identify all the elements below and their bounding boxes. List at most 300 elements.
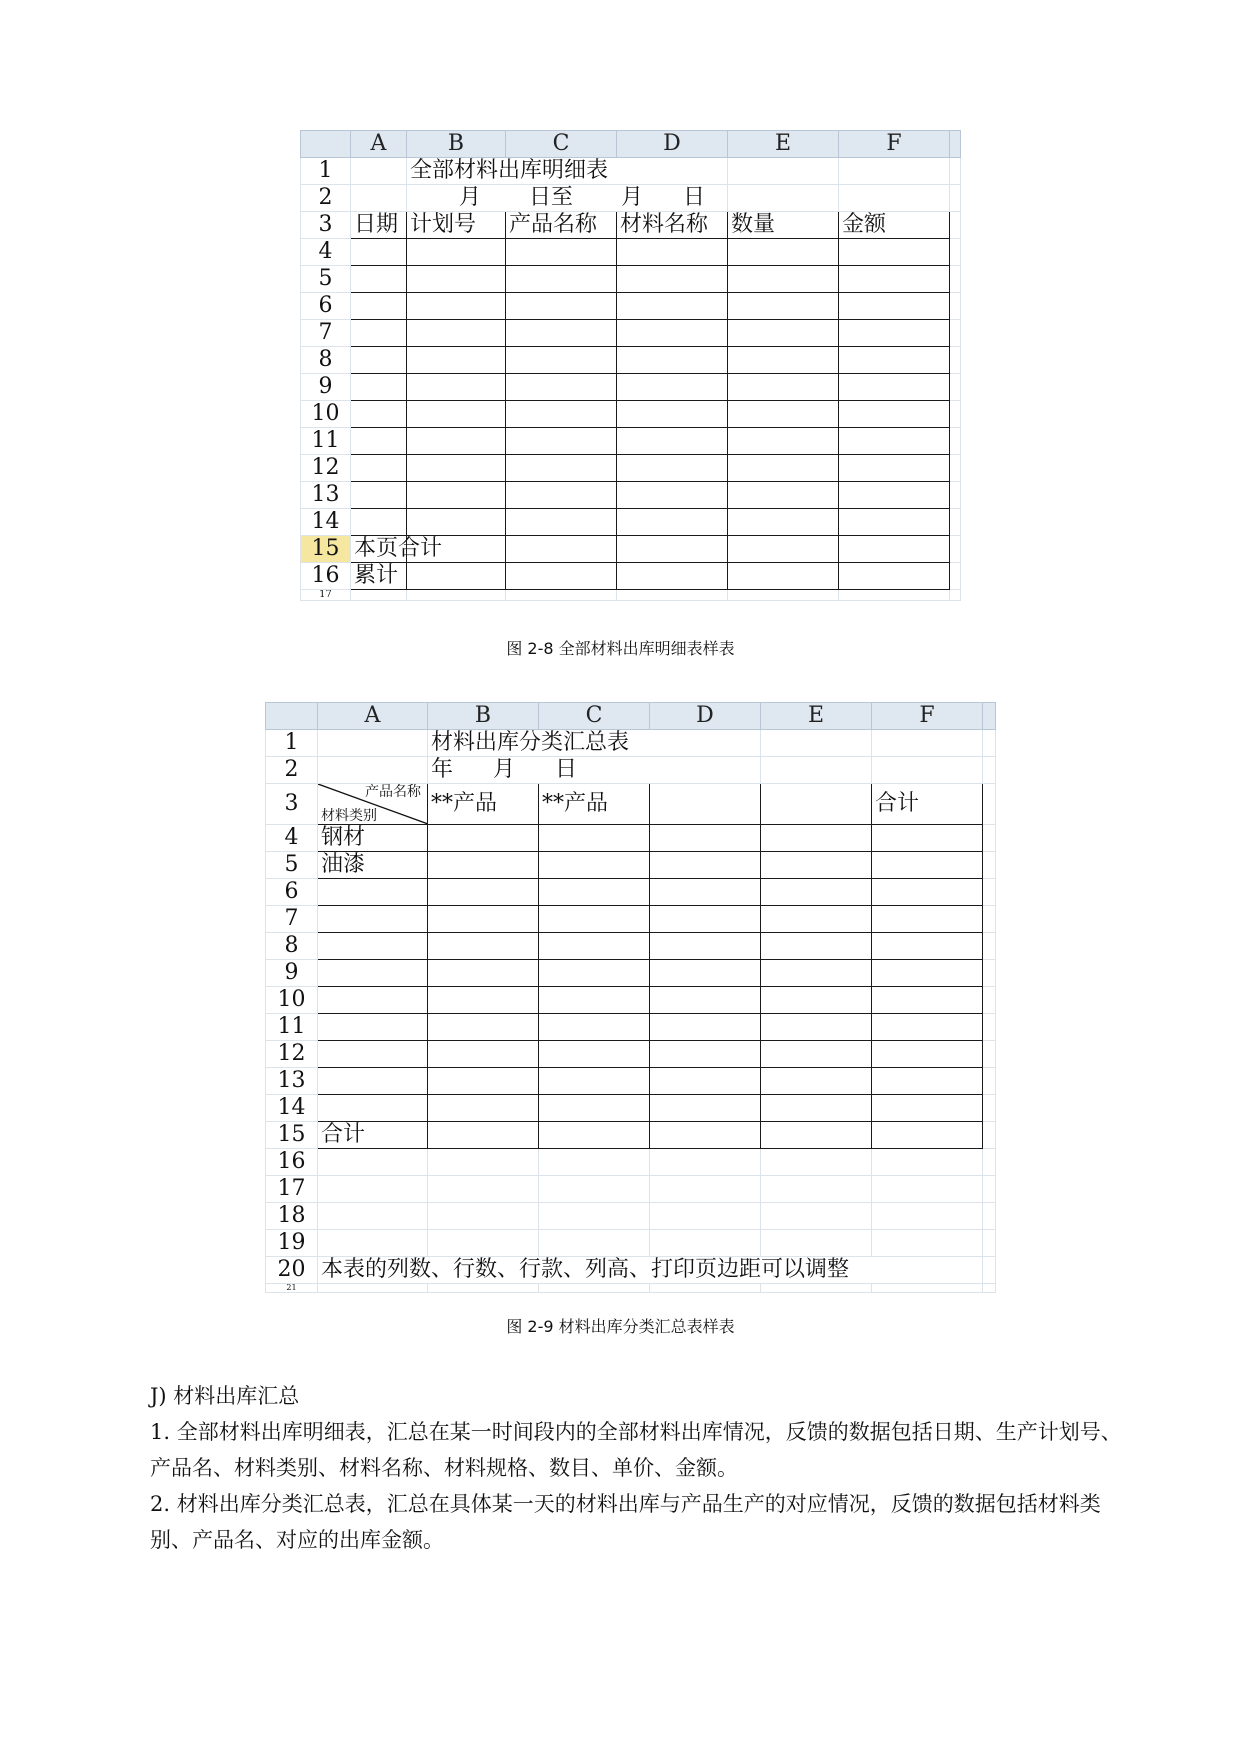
cell[interactable] <box>407 347 506 374</box>
cell[interactable] <box>950 590 961 601</box>
cell[interactable] <box>761 1230 872 1257</box>
cell[interactable] <box>506 320 617 347</box>
cell[interactable] <box>650 1176 761 1203</box>
cell[interactable] <box>872 1230 983 1257</box>
cell[interactable] <box>617 482 728 509</box>
cell[interactable] <box>839 401 950 428</box>
cell[interactable] <box>617 509 728 536</box>
cell[interactable] <box>950 455 961 482</box>
cell[interactable] <box>728 536 839 563</box>
cell[interactable] <box>983 757 996 784</box>
cell[interactable] <box>983 1257 996 1284</box>
cell[interactable] <box>506 347 617 374</box>
cell[interactable] <box>318 1284 428 1293</box>
row-header[interactable]: 11 <box>301 428 351 455</box>
row-header[interactable]: 12 <box>266 1041 318 1068</box>
col-header-a[interactable]: A <box>351 131 407 158</box>
cell[interactable] <box>950 185 961 212</box>
cell[interactable] <box>351 401 407 428</box>
col-header-e[interactable]: E <box>728 131 839 158</box>
cell[interactable] <box>983 879 996 906</box>
cell[interactable] <box>650 1122 761 1149</box>
cell[interactable] <box>318 1176 428 1203</box>
cell[interactable] <box>950 509 961 536</box>
cell[interactable] <box>407 428 506 455</box>
row-header-selected[interactable]: 15 <box>301 536 351 563</box>
row-header[interactable]: 16 <box>301 563 351 590</box>
cell[interactable] <box>761 1041 872 1068</box>
cell[interactable] <box>351 185 407 212</box>
header-product-name[interactable]: 产品名称 <box>506 212 617 239</box>
cell[interactable] <box>318 933 428 960</box>
cell[interactable] <box>428 1176 539 1203</box>
col-header-e[interactable]: E <box>761 703 872 730</box>
adjustment-note[interactable]: 本表的列数、行数、行款、列高、打印页边距可以调整 <box>318 1257 983 1284</box>
cell[interactable] <box>728 185 839 212</box>
cell[interactable] <box>950 374 961 401</box>
cell[interactable] <box>650 1230 761 1257</box>
cell[interactable] <box>539 1041 650 1068</box>
cell[interactable] <box>983 987 996 1014</box>
cell[interactable] <box>318 1041 428 1068</box>
cell[interactable] <box>728 509 839 536</box>
cell[interactable] <box>650 1014 761 1041</box>
cell[interactable] <box>728 374 839 401</box>
cell[interactable] <box>761 1149 872 1176</box>
cell[interactable] <box>351 428 407 455</box>
row-header[interactable]: 13 <box>301 482 351 509</box>
cell[interactable] <box>761 825 872 852</box>
cell[interactable] <box>839 158 950 185</box>
cell[interactable] <box>983 730 996 757</box>
cell[interactable] <box>351 590 407 601</box>
cell[interactable] <box>983 933 996 960</box>
cell[interactable] <box>761 1014 872 1041</box>
page-total-label[interactable]: 本页合计 <box>351 536 407 563</box>
cell[interactable] <box>539 1284 650 1293</box>
cell[interactable] <box>728 428 839 455</box>
cell[interactable] <box>428 906 539 933</box>
cell[interactable] <box>650 933 761 960</box>
cell[interactable] <box>506 239 617 266</box>
cell[interactable] <box>872 757 983 784</box>
corner-cell[interactable] <box>301 131 351 158</box>
cell[interactable] <box>983 1122 996 1149</box>
cell[interactable] <box>351 509 407 536</box>
cell[interactable] <box>351 320 407 347</box>
header-product-1[interactable]: **产品 <box>428 784 539 825</box>
cell[interactable] <box>650 1284 761 1293</box>
sheet-title[interactable]: 全部材料出库明细表 <box>407 158 728 185</box>
cell[interactable] <box>407 266 506 293</box>
row-header[interactable]: 12 <box>301 455 351 482</box>
cell[interactable] <box>318 1149 428 1176</box>
cell[interactable] <box>761 960 872 987</box>
cell[interactable] <box>650 1149 761 1176</box>
cell[interactable] <box>506 482 617 509</box>
cell[interactable] <box>617 428 728 455</box>
cell[interactable] <box>761 933 872 960</box>
cell[interactable] <box>506 536 617 563</box>
cell[interactable] <box>351 374 407 401</box>
cell[interactable] <box>428 852 539 879</box>
cell[interactable] <box>839 266 950 293</box>
cell[interactable] <box>539 933 650 960</box>
cell[interactable] <box>950 347 961 374</box>
row-header[interactable]: 8 <box>301 347 351 374</box>
cell[interactable] <box>617 239 728 266</box>
cell[interactable] <box>872 1284 983 1293</box>
cell[interactable] <box>761 1068 872 1095</box>
cell[interactable] <box>318 1095 428 1122</box>
row-header[interactable]: 5 <box>266 852 318 879</box>
cell[interactable] <box>872 933 983 960</box>
cell[interactable] <box>950 212 961 239</box>
cell[interactable] <box>950 239 961 266</box>
cell[interactable] <box>318 1230 428 1257</box>
cell[interactable] <box>839 293 950 320</box>
cell[interactable] <box>761 784 872 825</box>
cell[interactable] <box>839 185 950 212</box>
cell[interactable] <box>761 730 872 757</box>
cell[interactable] <box>650 1068 761 1095</box>
date-line[interactable] <box>407 185 728 212</box>
cell[interactable] <box>617 401 728 428</box>
cell[interactable] <box>950 158 961 185</box>
cell[interactable] <box>650 784 761 825</box>
cell[interactable] <box>407 320 506 347</box>
row-header[interactable]: 6 <box>266 879 318 906</box>
cell[interactable] <box>539 1149 650 1176</box>
cell[interactable] <box>839 482 950 509</box>
cell[interactable] <box>761 757 872 784</box>
cell[interactable] <box>407 293 506 320</box>
cell[interactable] <box>650 960 761 987</box>
cell[interactable] <box>950 536 961 563</box>
cell[interactable] <box>728 239 839 266</box>
row-header[interactable]: 1 <box>266 730 318 757</box>
cell[interactable] <box>650 1041 761 1068</box>
cell[interactable] <box>351 455 407 482</box>
cell[interactable] <box>428 1149 539 1176</box>
row-header[interactable]: 7 <box>266 906 318 933</box>
cell[interactable] <box>728 293 839 320</box>
cell[interactable] <box>650 852 761 879</box>
row-header[interactable]: 7 <box>301 320 351 347</box>
cell[interactable] <box>728 482 839 509</box>
cell[interactable] <box>872 1203 983 1230</box>
row-header[interactable]: 5 <box>301 266 351 293</box>
cell[interactable] <box>318 906 428 933</box>
cell[interactable] <box>728 455 839 482</box>
cell[interactable] <box>407 482 506 509</box>
cell[interactable] <box>872 1095 983 1122</box>
cell[interactable] <box>407 590 506 601</box>
col-header-b[interactable]: B <box>428 703 539 730</box>
cell[interactable] <box>351 266 407 293</box>
cell[interactable] <box>761 852 872 879</box>
cell[interactable] <box>428 1203 539 1230</box>
cell[interactable] <box>872 1176 983 1203</box>
col-header-g[interactable] <box>950 131 961 158</box>
row-header[interactable]: 6 <box>301 293 351 320</box>
header-quantity[interactable]: 数量 <box>728 212 839 239</box>
row-header[interactable]: 17 <box>266 1176 318 1203</box>
cell[interactable] <box>617 455 728 482</box>
row-header[interactable]: 8 <box>266 933 318 960</box>
cell[interactable] <box>983 1284 996 1293</box>
cell[interactable] <box>839 428 950 455</box>
header-total[interactable]: 合计 <box>872 784 983 825</box>
cell[interactable] <box>617 347 728 374</box>
row-header[interactable]: 9 <box>266 960 318 987</box>
cell[interactable] <box>407 374 506 401</box>
cell[interactable] <box>950 428 961 455</box>
cell[interactable] <box>318 1203 428 1230</box>
total-label[interactable]: 合计 <box>318 1122 428 1149</box>
cell[interactable] <box>872 906 983 933</box>
cell[interactable] <box>617 266 728 293</box>
header-material-name[interactable]: 材料名称 <box>617 212 728 239</box>
cell[interactable] <box>617 320 728 347</box>
cell[interactable] <box>318 1068 428 1095</box>
cumulative-label[interactable]: 累计 <box>351 563 407 590</box>
cell[interactable] <box>839 374 950 401</box>
date-line[interactable] <box>428 757 761 784</box>
cell[interactable] <box>983 784 996 825</box>
row-header[interactable]: 10 <box>266 987 318 1014</box>
cell[interactable] <box>351 347 407 374</box>
cell[interactable] <box>539 1230 650 1257</box>
row-header[interactable]: 3 <box>301 212 351 239</box>
cell[interactable] <box>506 374 617 401</box>
col-header-b[interactable]: B <box>407 131 506 158</box>
row-header[interactable]: 19 <box>266 1230 318 1257</box>
corner-cell[interactable] <box>266 703 318 730</box>
cell[interactable] <box>950 401 961 428</box>
cell[interactable] <box>506 509 617 536</box>
cell[interactable] <box>407 563 506 590</box>
cell[interactable] <box>351 239 407 266</box>
cell[interactable] <box>983 1149 996 1176</box>
cell[interactable] <box>428 1014 539 1041</box>
header-product-2[interactable]: **产品 <box>539 784 650 825</box>
cell[interactable] <box>650 1095 761 1122</box>
cell[interactable] <box>872 1014 983 1041</box>
cell[interactable] <box>407 401 506 428</box>
row-header[interactable]: 1 <box>301 158 351 185</box>
cell[interactable] <box>872 960 983 987</box>
row-header[interactable]: 10 <box>301 401 351 428</box>
col-header-d[interactable]: D <box>617 131 728 158</box>
cell[interactable] <box>983 1203 996 1230</box>
cell[interactable] <box>872 852 983 879</box>
cell[interactable] <box>983 825 996 852</box>
cell[interactable] <box>539 852 650 879</box>
cell[interactable] <box>839 347 950 374</box>
cell[interactable] <box>650 987 761 1014</box>
col-header-a[interactable]: A <box>318 703 428 730</box>
cell[interactable] <box>318 757 428 784</box>
cell[interactable] <box>950 320 961 347</box>
cell[interactable] <box>983 906 996 933</box>
cell[interactable] <box>617 536 728 563</box>
cell[interactable] <box>407 509 506 536</box>
cell[interactable] <box>950 482 961 509</box>
col-header-c[interactable]: C <box>539 703 650 730</box>
cell[interactable] <box>839 455 950 482</box>
cell[interactable] <box>428 1041 539 1068</box>
cell[interactable] <box>983 1230 996 1257</box>
cell[interactable] <box>506 455 617 482</box>
cell[interactable] <box>761 1284 872 1293</box>
row-header[interactable]: 9 <box>301 374 351 401</box>
cell[interactable] <box>983 960 996 987</box>
cell[interactable] <box>351 482 407 509</box>
cell[interactable] <box>761 987 872 1014</box>
cell[interactable] <box>728 320 839 347</box>
cell[interactable] <box>728 563 839 590</box>
cell[interactable] <box>351 158 407 185</box>
row-header[interactable]: 13 <box>266 1068 318 1095</box>
cell[interactable] <box>983 1014 996 1041</box>
cell[interactable] <box>839 563 950 590</box>
cell[interactable] <box>539 906 650 933</box>
cell[interactable] <box>728 347 839 374</box>
cell[interactable] <box>539 1176 650 1203</box>
row-header[interactable]: 15 <box>266 1122 318 1149</box>
cell[interactable] <box>761 879 872 906</box>
cell[interactable] <box>728 590 839 601</box>
cell[interactable] <box>539 879 650 906</box>
row-header[interactable]: 18 <box>266 1203 318 1230</box>
row-header[interactable]: 4 <box>301 239 351 266</box>
cell[interactable] <box>983 1095 996 1122</box>
cell[interactable] <box>950 563 961 590</box>
cell[interactable] <box>407 455 506 482</box>
cell[interactable] <box>872 730 983 757</box>
cell[interactable] <box>983 1176 996 1203</box>
cell[interactable] <box>839 509 950 536</box>
cell[interactable] <box>351 293 407 320</box>
cell[interactable] <box>761 906 872 933</box>
row-header-partial[interactable]: 17 <box>301 590 351 601</box>
cell[interactable] <box>650 906 761 933</box>
cell[interactable] <box>950 266 961 293</box>
cell[interactable] <box>839 536 950 563</box>
header-date[interactable]: 日期 <box>351 212 407 239</box>
cell[interactable] <box>839 320 950 347</box>
row-header[interactable]: 11 <box>266 1014 318 1041</box>
cell[interactable] <box>728 401 839 428</box>
cell[interactable] <box>318 1014 428 1041</box>
cell[interactable] <box>506 563 617 590</box>
cell[interactable] <box>506 590 617 601</box>
cell[interactable] <box>428 933 539 960</box>
header-amount[interactable]: 金额 <box>839 212 950 239</box>
row-header[interactable]: 14 <box>266 1095 318 1122</box>
cell[interactable] <box>428 1122 539 1149</box>
cell[interactable] <box>407 239 506 266</box>
col-header-f[interactable]: F <box>872 703 983 730</box>
cell[interactable] <box>428 960 539 987</box>
cell[interactable] <box>318 879 428 906</box>
cell[interactable] <box>872 1149 983 1176</box>
cell[interactable] <box>539 1203 650 1230</box>
cell[interactable] <box>428 1068 539 1095</box>
cell[interactable] <box>539 825 650 852</box>
row-header[interactable]: 2 <box>301 185 351 212</box>
cell[interactable] <box>950 293 961 320</box>
category-steel[interactable]: 钢材 <box>318 825 428 852</box>
cell[interactable] <box>428 825 539 852</box>
cell[interactable] <box>761 1203 872 1230</box>
col-header-g[interactable] <box>983 703 996 730</box>
cell[interactable] <box>539 1014 650 1041</box>
cell[interactable] <box>617 590 728 601</box>
col-header-d[interactable]: D <box>650 703 761 730</box>
cell[interactable] <box>539 1095 650 1122</box>
cell[interactable] <box>983 1041 996 1068</box>
cell[interactable] <box>872 825 983 852</box>
cell[interactable] <box>539 1122 650 1149</box>
row-header[interactable]: 2 <box>266 757 318 784</box>
row-header[interactable]: 3 <box>266 784 318 825</box>
cell[interactable] <box>506 266 617 293</box>
cell[interactable] <box>506 293 617 320</box>
cell[interactable] <box>839 590 950 601</box>
cell[interactable] <box>650 879 761 906</box>
cell[interactable] <box>617 374 728 401</box>
cell[interactable] <box>428 879 539 906</box>
cell[interactable] <box>318 730 428 757</box>
cell[interactable] <box>728 158 839 185</box>
cell[interactable] <box>318 987 428 1014</box>
cell[interactable] <box>761 1176 872 1203</box>
cell[interactable] <box>761 1122 872 1149</box>
row-header[interactable]: 14 <box>301 509 351 536</box>
cell[interactable] <box>428 1095 539 1122</box>
sheet-title[interactable]: 材料出库分类汇总表 <box>428 730 761 757</box>
cell[interactable] <box>983 852 996 879</box>
cell[interactable] <box>983 1068 996 1095</box>
cell[interactable] <box>728 266 839 293</box>
cell[interactable] <box>318 960 428 987</box>
col-header-c[interactable]: C <box>506 131 617 158</box>
cell[interactable] <box>539 960 650 987</box>
header-plan-no[interactable]: 计划号 <box>407 212 506 239</box>
diagonal-header-cell[interactable] <box>318 784 428 825</box>
row-header[interactable]: 16 <box>266 1149 318 1176</box>
cell[interactable] <box>539 987 650 1014</box>
cell[interactable] <box>506 401 617 428</box>
cell[interactable] <box>872 1068 983 1095</box>
cell[interactable] <box>650 1203 761 1230</box>
cell[interactable] <box>650 825 761 852</box>
cell[interactable] <box>506 428 617 455</box>
cell[interactable] <box>872 879 983 906</box>
category-paint[interactable]: 油漆 <box>318 852 428 879</box>
row-header-partial[interactable]: 21 <box>266 1284 318 1293</box>
cell[interactable] <box>872 987 983 1014</box>
cell[interactable] <box>617 563 728 590</box>
cell[interactable] <box>872 1122 983 1149</box>
cell[interactable] <box>428 1284 539 1293</box>
cell[interactable] <box>839 239 950 266</box>
row-header[interactable]: 4 <box>266 825 318 852</box>
cell[interactable] <box>428 1230 539 1257</box>
cell[interactable] <box>872 1041 983 1068</box>
